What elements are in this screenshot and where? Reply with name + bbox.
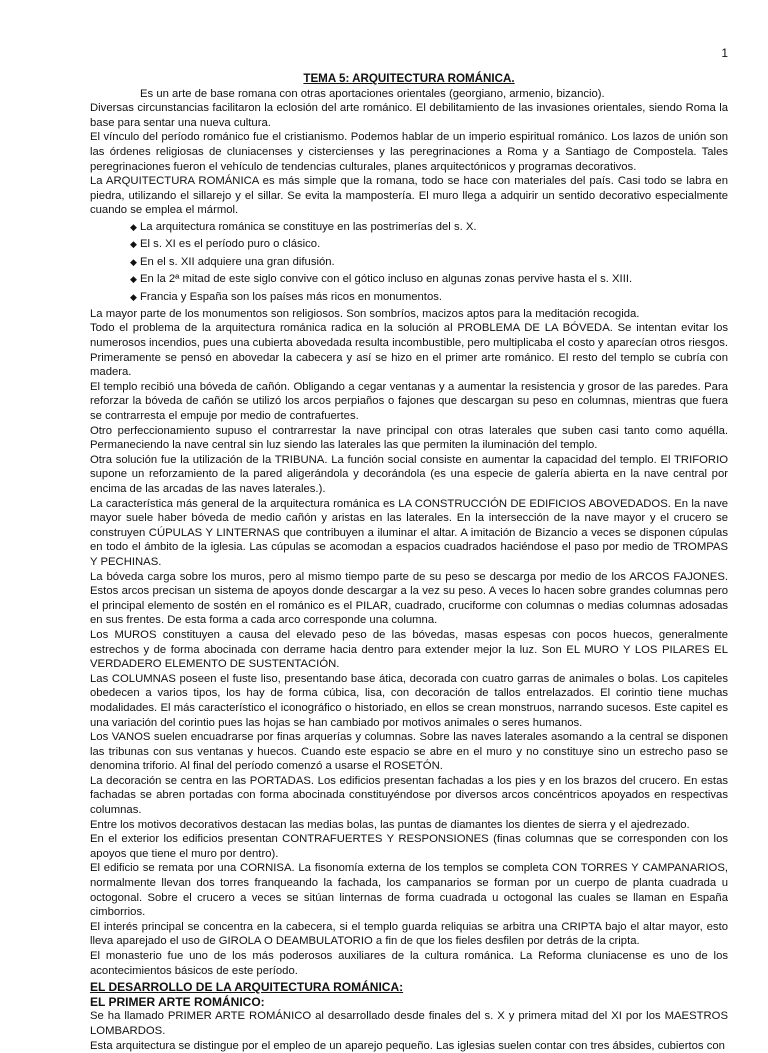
paragraph: Otra solución fue la utilización de la TRIBUNA. La función social consiste en aumentar la capacidad del templo. El TRIFORIO supone un reforzamiento de la pared aligerándola y decorándola (es una especie de galería abierta en la nave central por encima de las arcadas de las naves laterales.). <box>90 453 728 496</box>
document-title: TEMA 5: ARQUITECTURA ROMÁNICA. <box>303 72 515 85</box>
diamond-bullet-icon: ◆ <box>130 221 137 232</box>
intro-paragraph: Es un arte de base romana con otras aportaciones orientales (georgiano, armenio, bizancio). <box>140 87 605 100</box>
bullet-text: El s. XI es el período puro o clásico. <box>140 238 321 251</box>
paragraph: Esta arquitectura se distingue por el empleo de un aparejo pequeño. Las iglesias suelen contar con tres ábsides, cubiertos con <box>90 1039 725 1052</box>
paragraph: Otro perfeccionamiento supuso el contrarrestar la nave principal con otras laterales que suben casi tanto como aquélla. Permaneciendo la nave central sin luz siendo las laterales las que permiten la iluminación del templo. <box>90 424 728 452</box>
bullet-text: En el s. XII adquiere una gran difusión. <box>140 255 335 268</box>
paragraph: Todo el problema de la arquitectura románica radica en la solución al PROBLEMA DE LA BÓVEDA. Se intentan evitar los numerosos incendios, pues una cubierta abovedada resulta incombustible, pero multiplicaba el costo y aparecían otros riesgos. <box>90 322 729 350</box>
bullet-item <box>130 255 728 270</box>
paragraph: El vínculo del período románico fue el cristianismo. Podemos hablar de un imperio espiritual románico. Los lazos de unión son las órdenes religiosas de cluniacenses y cistercienses y las peregrinaciones a Roma y a Santiago de Compostela. Tales peregrinaciones fueron el vehículo de tendencias culturales, planes arquitectónicos y programas decorativos. <box>90 131 728 173</box>
paragraph: La bóveda carga sobre los muros, pero al mismo tiempo parte de su peso se descarga por medio de los ARCOS FAJONES. Estos arcos precisan un sistema de apoyos donde descargar a la vez su peso. A veces lo hacen sobre grandes columnas pero el principal elemento de sostén en el románico es el PILAR, cuadrado, cruciforme con columnas o medias columnas adosadas en sus frentes. De esta forma a cada arco corresponde una columna. <box>90 570 728 627</box>
bullet-text: Francia y España son los países más ricos en monumentos. <box>140 290 443 303</box>
paragraph: La ARQUITECTURA ROMÁNICA es más simple que la romana, todo se hace con materiales del país. Casi todo se labra en piedra, utilizando el sillarejo y el sillar. Se evita la mampostería. El muro llega a adquirir un sentido decorativo especialmente cuando se emplea el mármol. <box>90 175 728 217</box>
paragraph: Entre los motivos decorativos destacan las medias bolas, las puntas de diamantes los dientes de sierra y el ajedrezado. <box>90 818 690 831</box>
bullet-item <box>130 220 728 235</box>
paragraph: La mayor parte de los monumentos son religiosos. Son sombríos, macizos aptos para la meditación recogida. <box>90 307 640 320</box>
paragraph: Los MUROS constituyen a causa del elevado peso de las bóvedas, masas espesas con pocos huecos, generalmente estrechos y de forma abocinada con derrame hacia dentro para extender mejor la luz. Son EL MURO Y LOS PILARES EL VERDADERO ELEMENTO DE SUSTENTACIÓN. <box>90 628 728 671</box>
paragraph: La decoración se centra en las PORTADAS. Los edificios presentan fachadas a los pies y en los brazos del crucero. En estas fachadas se abren portadas con forma abocinada constituyéndose por diversos arcos concéntricos apoyados en respectivas columnas. <box>90 774 728 817</box>
bullet-list <box>90 220 728 304</box>
paragraph: El interés principal se concentra en la cabecera, si el templo guarda reliquias se arbitra una CRIPTA bajo el altar mayor, esto lleva aparejado el uso de GIROLA O DEAMBULATORIO a fin de que los fieles desfilen por detrás de la cripta. <box>90 920 728 948</box>
paragraph: El monasterio fue uno de los más poderosos auxiliares de la cultura románica. La Reforma cluniacense es uno de los acontecimientos básicos de este período. <box>90 950 728 977</box>
paragraph: El edificio se remata por una CORNISA. La fisonomía externa de los templos se completa CON TORRES Y CAMPANARIOS, normalmente llevan dos torres franqueando la fachada, los campanarios se forman por un cuerpo de planta cuadrada u octogonal. Sobre el crucero a veces se sitúan linternas de forma cuadrada u octogonal las cuales se llaman en España cimborrios. <box>90 862 728 919</box>
paragraph: Primeramente se pensó en abovedar la cabecera y así se hizo en el primer arte románico. El resto del templo se cubría con madera. <box>90 351 728 379</box>
diamond-bullet-icon: ◆ <box>130 274 137 285</box>
paragraph: El templo recibió una bóveda de cañón. Obligando a cegar ventanas y a aumentar la resistencia y grosor de las paredes. Para reforzar la bóveda de cañón se utilizó los arcos perpiaños o fajones que descargan su peso en columnas, mientras que fuera se contrarresta el empuje por medio de contrafuertes. <box>90 380 728 423</box>
paragraph: En el exterior los edificios presentan CONTRAFUERTES Y RESPONSIONES (finas columnas que se corresponden con los apoyos que tiene el muro por dentro). <box>90 833 728 860</box>
subsection-heading: EL PRIMER ARTE ROMÁNICO: <box>90 994 265 1009</box>
diamond-bullet-icon: ◆ <box>130 256 137 267</box>
diamond-bullet-icon: ◆ <box>130 239 137 250</box>
bullet-text: La arquitectura románica se constituye en las postrimerías del s. X. <box>140 220 477 233</box>
bullet-text: En la 2ª mitad de este siglo convive con el gótico incluso en algunas zonas pervive hasta el s. XIII. <box>140 273 633 286</box>
paragraph: Diversas circunstancias facilitaron la eclosión del arte románico. El debilitamiento de las invasiones orientales, siendo Roma la base para sentar una nueva cultura. <box>90 102 728 129</box>
paragraph: Se ha llamado PRIMER ARTE ROMÁNICO al desarrollado desde finales del s. X y primera mitad del XI por los MAESTROS LOMBARDOS. <box>90 1010 728 1037</box>
bullet-item <box>130 237 728 252</box>
paragraph: Los VANOS suelen encuadrarse por finas arquerías y columnas. Sobre las naves laterales asomando a la central se disponen las tribunas con sus ventanas y huecos. Cuando este espacio se abre en el muro y no constituye sino un estrecho paso se denomina triforio. Al final del período comenzó a usarse el ROSETÓN. <box>90 731 728 773</box>
paragraph: Las COLUMNAS poseen el fuste liso, presentando base ática, decorada con cuatro garras de animales o bolas. Los capiteles obedecen a varios tipos, los hay de forma cúbica, lisa, con decoración de tallos entrelazados. El corintio tiene muchas modalidades. El más característico el iconográfico o historiado, en ellos se crean monstruos, narrando sucesos. Este capitel es una variación del corintio pues las hojas se han cambiado por motivos animales o seres humanos. <box>90 672 728 729</box>
bullet-item <box>130 272 728 287</box>
bullet-item <box>130 290 728 305</box>
diamond-bullet-icon: ◆ <box>130 291 137 302</box>
section-heading: EL DESARROLLO DE LA ARQUITECTURA ROMÁNICA: <box>90 980 404 995</box>
page-number: 1 <box>721 46 728 60</box>
paragraph: La característica más general de la arquitectura románica es LA CONSTRUCCIÓN DE EDIFICIOS ABOVEDADOS. En la nave mayor suele haber bóveda de medio cañón y aristas en las laterales. En la intersección de la nave mayor y el crucero se construyen CÚPULAS Y LINTERNAS que contribuyen a iluminar el altar. A imitación de Bizancio a veces se disponen cúpulas en todo el ámbito de la iglesia. Las cúpulas se acomodan a espacios cuadrados haciéndose el paso por medio de TROMPAS Y PECHINAS. <box>90 497 728 568</box>
